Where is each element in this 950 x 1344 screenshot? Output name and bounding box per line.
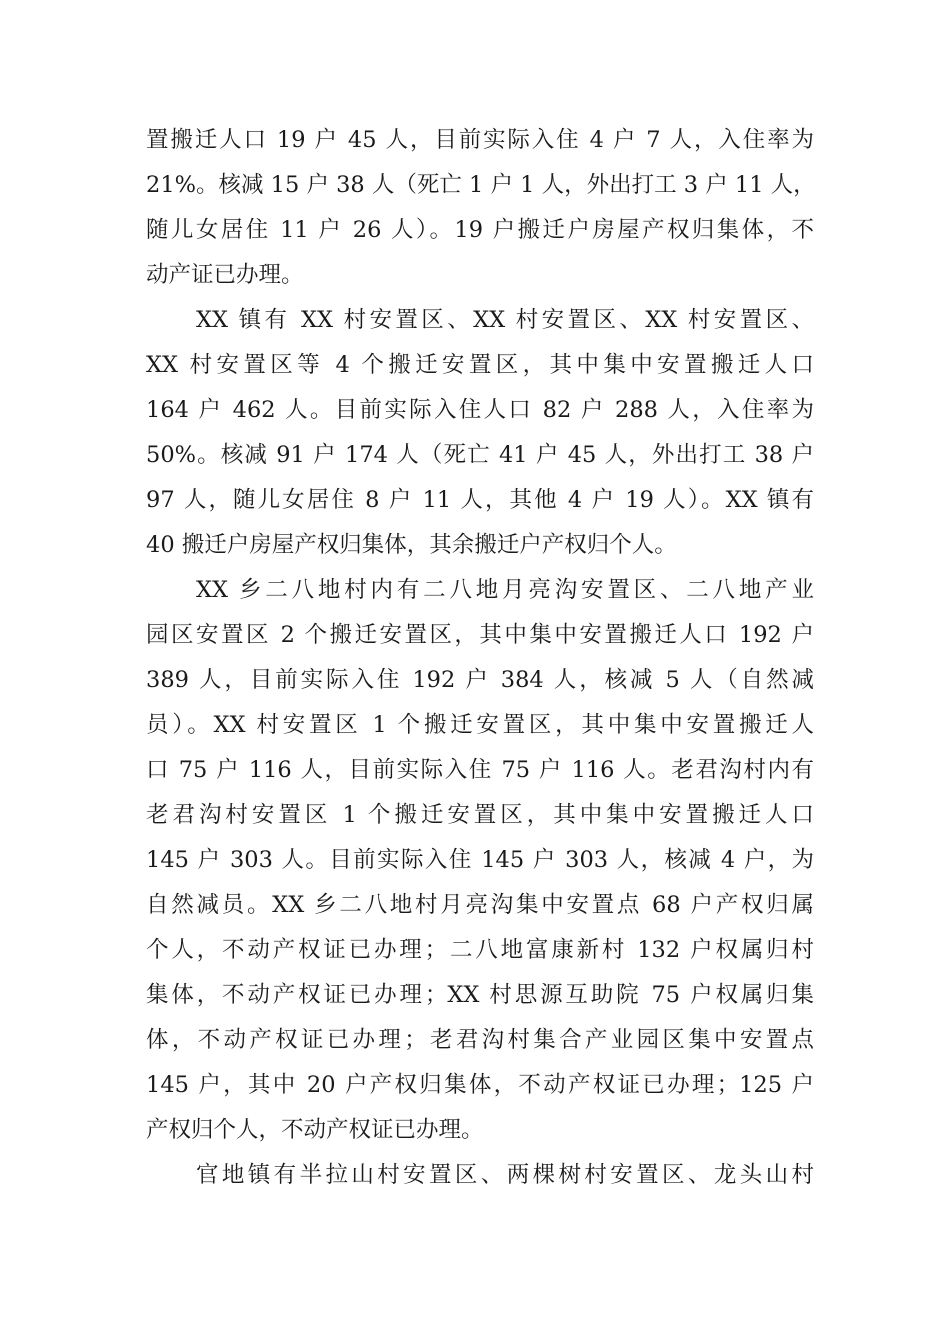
text-line: 员）。XX 村安置区 1 个搬迁安置区，其中集中安置搬迁人 — [146, 712, 814, 738]
text-line: 145 户 303 人。目前实际入住 145 户 303 人，核减 4 户，为 — [146, 847, 814, 873]
text-line: XX 村安置区等 4 个搬迁安置区，其中集中安置搬迁人口 — [146, 352, 814, 378]
text-line: 体，不动产权证已办理；老君沟村集合产业园区集中安置点 — [146, 1027, 814, 1053]
text-line: 动产证已办理。 — [146, 262, 304, 288]
text-line: 园区安置区 2 个搬迁安置区，其中集中安置搬迁人口 192 户 — [146, 622, 814, 648]
text-line: 置搬迁人口 19 户 45 人，目前实际入住 4 户 7 人，入住率为 — [146, 127, 814, 153]
text-line: 21%。核减 15 户 38 人（死亡 1 户 1 人，外出打工 3 户 11 人， — [146, 172, 816, 198]
text-line: 产权归个人，不动产权证已办理。 — [146, 1117, 484, 1143]
text-line: 145 户，其中 20 户产权归集体，不动产权证已办理；125 户 — [146, 1072, 814, 1098]
text-line: 老君沟村安置区 1 个搬迁安置区，其中集中安置搬迁人口 — [146, 802, 814, 828]
text-line: 50%。核减 91 户 174 人（死亡 41 户 45 人，外出打工 38 户 — [146, 442, 814, 468]
text-line: 个人，不动产权证已办理；二八地富康新村 132 户权属归村 — [146, 937, 814, 963]
text-line: 自然减员。XX 乡二八地村月亮沟集中安置点 68 户产权归属 — [146, 892, 814, 918]
text-line: 97 人，随儿女居住 8 户 11 人，其他 4 户 19 人）。XX 镇有 — [146, 487, 814, 513]
text-line: XX 乡二八地村内有二八地月亮沟安置区、二八地产业 — [196, 577, 814, 603]
text-line: 随儿女居住 11 户 26 人）。19 户搬迁户房屋产权归集体，不 — [146, 217, 814, 243]
text-line: 口 75 户 116 人，目前实际入住 75 户 116 人。老君沟村内有 — [146, 757, 814, 783]
text-line: XX 镇有 XX 村安置区、XX 村安置区、XX 村安置区、 — [196, 307, 814, 333]
text-line: 官地镇有半拉山村安置区、两棵树村安置区、龙头山村 — [196, 1162, 814, 1188]
text-line: 389 人，目前实际入住 192 户 384 人，核减 5 人（自然减 — [146, 667, 814, 693]
text-line: 164 户 462 人。目前实际入住人口 82 户 288 人，入住率为 — [146, 397, 814, 423]
text-line: 40 搬迁户房屋产权归集体，其余搬迁户产权归个人。 — [146, 532, 677, 558]
text-line: 集体，不动产权证已办理；XX 村思源互助院 75 户权属归集 — [146, 982, 814, 1008]
